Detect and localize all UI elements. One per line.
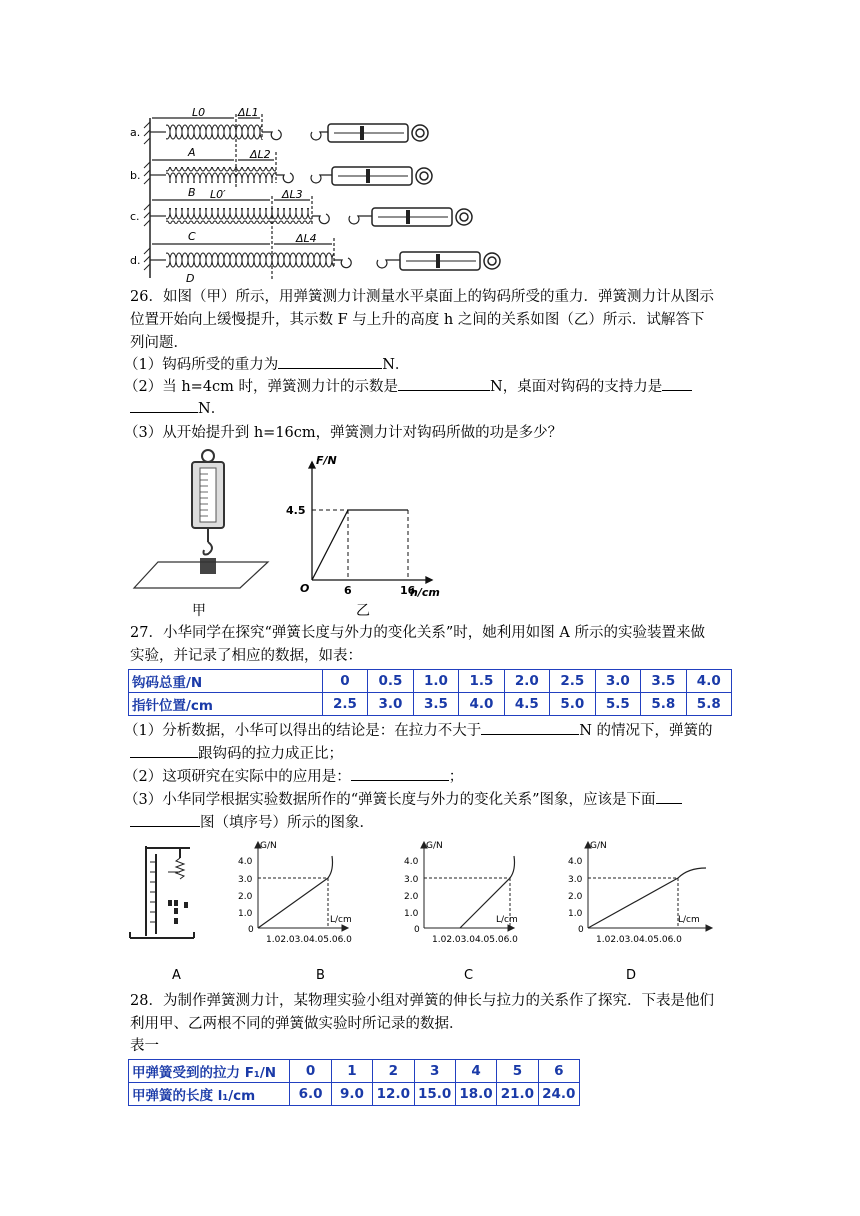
caption-jia: 甲 bbox=[192, 603, 206, 619]
table-cell: 5.0 bbox=[550, 693, 595, 716]
tick-label: 1.02.03.04.05.06.0 bbox=[432, 935, 518, 945]
figure-A-apparatus bbox=[124, 838, 224, 950]
label-dL1: ΔL1 bbox=[238, 108, 259, 119]
q26-line1: 26．如图（甲）所示，用弹簧测力计测量水平桌面上的钩码所受的重力．弹簧测力计从图示 bbox=[130, 289, 714, 305]
tick-label: 3.0 bbox=[568, 875, 583, 885]
q26-sub2-text: （2）当 h=4cm 时，弹簧测力计的示数是 bbox=[124, 379, 399, 395]
q26-sub3: （3）从开始提升到 h=16cm，弹簧测力计对钩码所做的功是多少？ bbox=[124, 425, 563, 441]
table-row bbox=[129, 1060, 580, 1083]
row-label-c: c. bbox=[130, 210, 140, 223]
table-cell: 0 bbox=[322, 670, 367, 693]
figure-C-graph bbox=[402, 838, 520, 946]
graph-origin: O bbox=[300, 582, 310, 595]
q26-sub2-text2: N，桌面对钩码的支持力是 bbox=[490, 379, 663, 395]
answer-blank[interactable] bbox=[351, 766, 449, 781]
table-cell: 21.0 bbox=[497, 1083, 538, 1106]
tick-label: 2.0 bbox=[568, 892, 583, 902]
q27-line1: 27．小华同学在探究“弹簧长度与外力的变化关系”时，她利用如图 A 所示的实验装置来做 bbox=[130, 625, 705, 641]
label-dL2: ΔL2 bbox=[250, 148, 271, 161]
label-L0p: L0′ bbox=[210, 188, 226, 201]
table-cell: 5 bbox=[497, 1060, 538, 1083]
label-A: A bbox=[188, 146, 196, 159]
q26-sub2-unit: N． bbox=[198, 401, 226, 417]
axis-label-y: G/N bbox=[426, 841, 443, 851]
row-label-b: b. bbox=[130, 169, 141, 182]
label-C: C bbox=[188, 230, 196, 243]
tick-label: 4.0 bbox=[238, 857, 253, 867]
table-cell: 24.0 bbox=[538, 1083, 579, 1106]
table-cell: 3.5 bbox=[641, 670, 686, 693]
answer-blank[interactable] bbox=[481, 720, 579, 735]
figure-B-graph bbox=[236, 838, 354, 946]
table-cell: 4.5 bbox=[504, 693, 549, 716]
table-cell: 2.5 bbox=[322, 693, 367, 716]
table-row-head: 指针位置/cm bbox=[129, 693, 323, 716]
label-dL4: ΔL4 bbox=[296, 232, 317, 245]
q28-line2: 利用甲、乙两根不同的弹簧做实验时所记录的数据． bbox=[130, 1016, 464, 1032]
q27-line2: 实验，并记录了相应的数据，如表： bbox=[130, 648, 362, 664]
table-cell: 6.0 bbox=[290, 1083, 331, 1106]
table-row bbox=[129, 1083, 580, 1106]
q27-sub3 bbox=[124, 789, 682, 811]
graph-ytick: 4.5 bbox=[286, 504, 306, 517]
axis-label-x: L/cm bbox=[496, 915, 518, 925]
spring-figure bbox=[128, 108, 528, 286]
table-cell: 5.8 bbox=[686, 693, 731, 716]
table-cell: 6 bbox=[538, 1060, 579, 1083]
table-cell: 2.0 bbox=[504, 670, 549, 693]
answer-blank[interactable] bbox=[130, 743, 198, 758]
q28-data-table bbox=[128, 1059, 580, 1106]
q27-sub3-text: （3）小华同学根据实验数据所作的“弹簧长度与外力的变化关系”图象，应该是下面 bbox=[124, 792, 656, 808]
table-cell: 1 bbox=[331, 1060, 372, 1083]
table-row bbox=[129, 670, 732, 693]
q28-table-title: 表一 bbox=[130, 1038, 159, 1054]
table-cell: 5.5 bbox=[595, 693, 640, 716]
figure-yi-graph bbox=[282, 452, 442, 598]
q27-sub1-text2: N 的情况下，弹簧的 bbox=[579, 723, 713, 739]
tick-label: 2.0 bbox=[238, 892, 253, 902]
tick-label: 1.0 bbox=[404, 909, 419, 919]
table-cell: 15.0 bbox=[414, 1083, 455, 1106]
table-cell: 0 bbox=[290, 1060, 331, 1083]
table-row-head: 钩码总重/N bbox=[129, 670, 323, 693]
answer-blank[interactable] bbox=[656, 789, 682, 804]
answer-blank[interactable] bbox=[662, 376, 692, 391]
tick-label: 3.0 bbox=[404, 875, 419, 885]
answer-blank[interactable] bbox=[398, 376, 490, 391]
graph-xtick1: 6 bbox=[344, 584, 352, 597]
axis-label-x: L/cm bbox=[678, 915, 700, 925]
tick-label: 0 bbox=[414, 925, 420, 935]
tick-label: 4.0 bbox=[404, 857, 419, 867]
table-cell: 3.0 bbox=[368, 693, 413, 716]
table-cell: 12.0 bbox=[373, 1083, 414, 1106]
table-cell: 9.0 bbox=[331, 1083, 372, 1106]
caption-A: A bbox=[172, 968, 181, 983]
q27-sub1-cont bbox=[130, 743, 343, 765]
q28-line1: 28．为制作弹簧测力计，某物理实验小组对弹簧的伸长与拉力的关系作了探究．下表是他们 bbox=[130, 993, 714, 1009]
table-cell: 4.0 bbox=[686, 670, 731, 693]
label-B: B bbox=[188, 186, 196, 199]
table-cell: 3 bbox=[414, 1060, 455, 1083]
q27-sub3-cont bbox=[130, 812, 374, 834]
tick-label: 4.0 bbox=[568, 857, 583, 867]
caption-B: B bbox=[316, 968, 325, 983]
answer-blank[interactable] bbox=[130, 398, 198, 413]
table-cell: 3.0 bbox=[595, 670, 640, 693]
answer-blank[interactable] bbox=[278, 354, 382, 369]
tick-label: 1.02.03.04.05.06.0 bbox=[266, 935, 352, 945]
tick-label: 3.0 bbox=[238, 875, 253, 885]
q26-sub1-text: （1）钩码所受的重力为 bbox=[124, 357, 279, 373]
q27-data-table bbox=[128, 669, 732, 716]
table-cell: 18.0 bbox=[455, 1083, 496, 1106]
tick-label: 0 bbox=[578, 925, 584, 935]
table-cell: 1.0 bbox=[413, 670, 458, 693]
row-label-d: d. bbox=[130, 254, 141, 267]
axis-label-y: G/N bbox=[260, 841, 277, 851]
q26-sub1 bbox=[124, 354, 409, 376]
q27-sub3-text2: 图（填序号）所示的图象． bbox=[200, 815, 374, 831]
graph-ylabel: F/N bbox=[316, 454, 337, 467]
q27-sub2-end: ； bbox=[448, 769, 464, 785]
q27-sub1 bbox=[124, 720, 713, 742]
q26-sub2-cont bbox=[130, 398, 225, 420]
figure-jia bbox=[128, 446, 278, 596]
axis-label-x: L/cm bbox=[330, 915, 352, 925]
tick-label: 2.0 bbox=[404, 892, 419, 902]
q27-sub1-text3: 跟钩码的拉力成正比； bbox=[198, 746, 343, 762]
answer-blank[interactable] bbox=[130, 812, 200, 827]
tick-label: 1.0 bbox=[238, 909, 253, 919]
caption-D: D bbox=[626, 968, 637, 983]
axis-label-y: G/N bbox=[590, 841, 607, 851]
tick-label: 0 bbox=[248, 925, 254, 935]
q27-sub2 bbox=[124, 766, 463, 788]
q27-sub1-text: （1）分析数据，小华可以得出的结论是：在拉力不大于 bbox=[124, 723, 482, 739]
label-D: D bbox=[186, 272, 195, 285]
q27-sub2-text: （2）这项研究在实际中的应用是： bbox=[124, 769, 351, 785]
caption-yi: 乙 bbox=[356, 603, 370, 619]
tick-label: 1.0 bbox=[568, 909, 583, 919]
tick-label: 1.02.03.04.05.06.0 bbox=[596, 935, 682, 945]
table-cell: 4 bbox=[455, 1060, 496, 1083]
table-cell: 2 bbox=[373, 1060, 414, 1083]
table-row-head: 甲弹簧的长度 l₁/cm bbox=[129, 1083, 290, 1106]
table-cell: 4.0 bbox=[459, 693, 504, 716]
label-L0: L0 bbox=[192, 108, 206, 119]
table-cell: 0.5 bbox=[368, 670, 413, 693]
q26-line3: 列问题． bbox=[130, 335, 188, 351]
caption-C: C bbox=[464, 968, 474, 983]
table-row-head: 甲弹簧受到的拉力 F₁/N bbox=[129, 1060, 290, 1083]
table-row bbox=[129, 693, 732, 716]
q26-line2: 位置开始向上缓慢提升，其示数 F 与上升的高度 h 之间的关系如图（乙）所示．试解答下 bbox=[130, 312, 705, 328]
graph-xlabel: h/cm bbox=[410, 586, 440, 598]
row-label-a: a. bbox=[130, 126, 141, 139]
table-cell: 3.5 bbox=[413, 693, 458, 716]
table-cell: 2.5 bbox=[550, 670, 595, 693]
graph-xtick2: 16 bbox=[400, 584, 416, 597]
table-cell: 5.8 bbox=[641, 693, 686, 716]
q26-sub1-unit: N． bbox=[382, 357, 410, 373]
figure-D-graph bbox=[566, 838, 716, 946]
table-cell: 1.5 bbox=[459, 670, 504, 693]
q26-sub2 bbox=[124, 376, 692, 398]
label-dL3: ΔL3 bbox=[282, 188, 303, 201]
